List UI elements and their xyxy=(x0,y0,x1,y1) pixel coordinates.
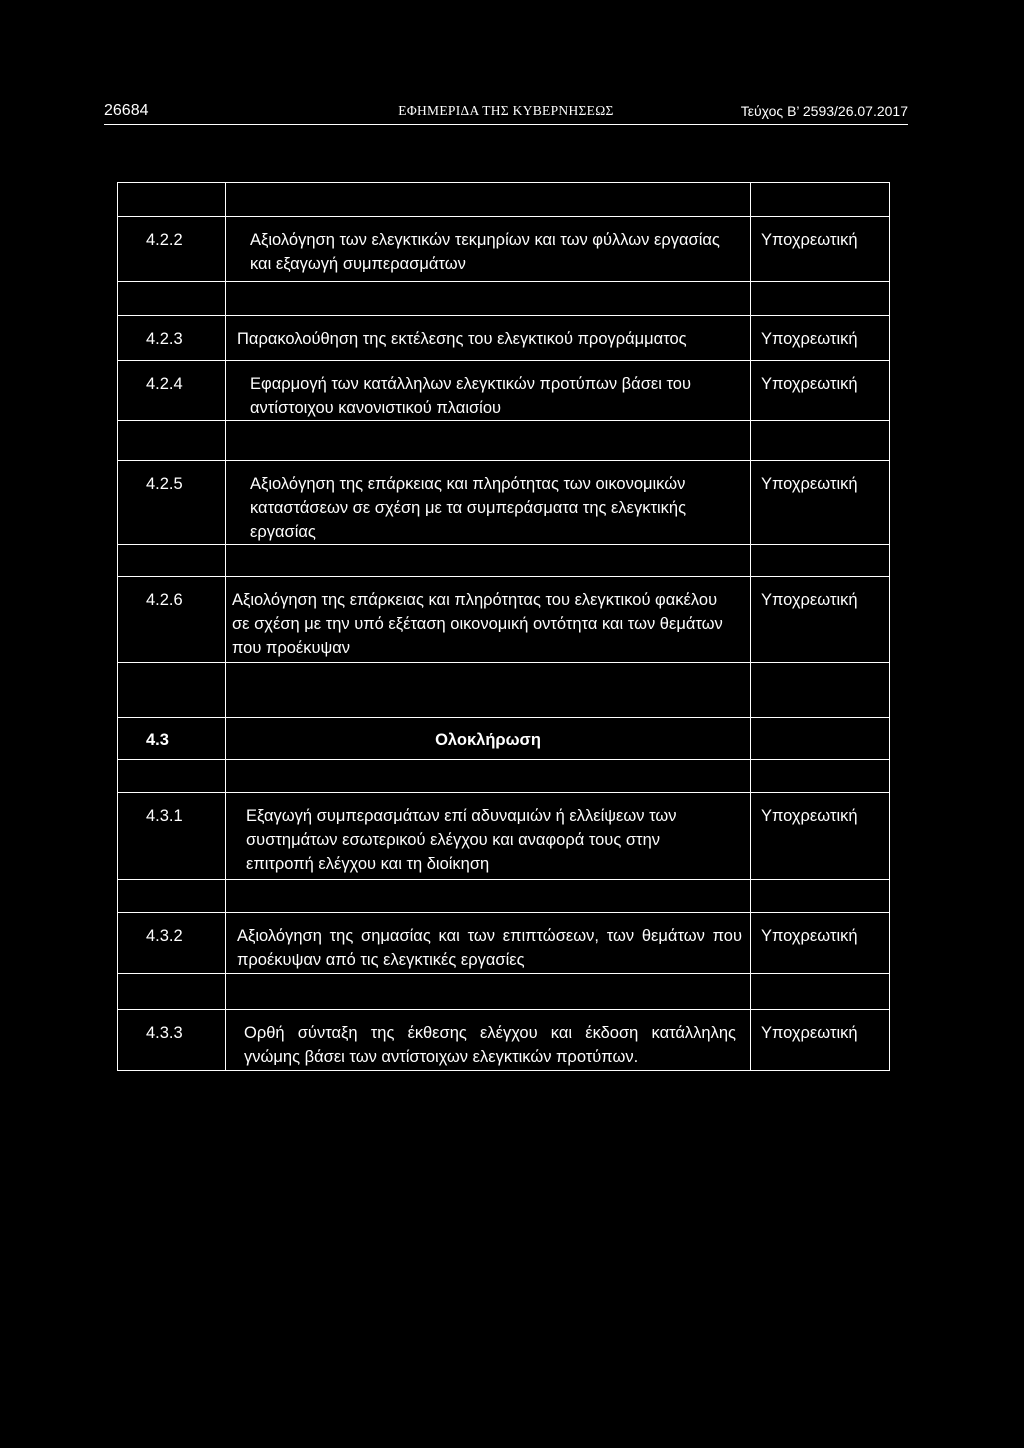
cell-text: Εφαρμογή των κατάλληλων ελεγκτικών προτύπων βάσει του αντίστοιχου κανονιστικού πλαισίου xyxy=(226,361,751,421)
cell-code xyxy=(118,282,226,316)
cell-requirement: Υποχρεωτική xyxy=(751,217,890,282)
cell-requirement: Υποχρεωτική xyxy=(751,461,890,545)
gazette-title: ΕΦΗΜΕΡΙΔΑ ΤΗΣ ΚΥΒΕΡΝΗΣΕΩΣ xyxy=(398,103,614,118)
table-row xyxy=(118,361,890,421)
table-row xyxy=(118,316,890,361)
cell-code xyxy=(118,760,226,793)
cell-code xyxy=(118,183,226,217)
cell-code: 4.2.2 xyxy=(118,217,226,282)
cell-text: Αξιολόγηση της επάρκειας και πληρότητας των οικονομικών καταστάσεων σε σχέση με τα συμπεράσματα της ελεγκτικής εργασίας xyxy=(226,461,751,545)
cell-requirement: Υποχρεωτική xyxy=(751,361,890,421)
section-heading-row xyxy=(118,718,890,760)
cell-code xyxy=(118,663,226,718)
table-row xyxy=(118,913,890,974)
cell-requirement: Υποχρεωτική xyxy=(751,793,890,880)
cell-requirement xyxy=(751,663,890,718)
table-row xyxy=(118,217,890,282)
cell-code: 4.3.3 xyxy=(118,1010,226,1071)
cell-text xyxy=(226,282,751,316)
cell-text: Αξιολόγηση των ελεγκτικών τεκμηρίων και των φύλλων εργασίας και εξαγωγή συμπερασμάτων xyxy=(226,217,751,282)
cell-text xyxy=(226,545,751,577)
cell-requirement xyxy=(751,974,890,1010)
section-title: Ολοκλήρωση xyxy=(226,718,751,760)
spacer-row xyxy=(118,880,890,913)
cell-text xyxy=(226,421,751,461)
page-header xyxy=(104,102,908,125)
requirements-table xyxy=(117,182,890,1071)
cell-code xyxy=(118,421,226,461)
cell-code: 4.3 xyxy=(118,718,226,760)
cell-code: 4.2.5 xyxy=(118,461,226,545)
cell-text xyxy=(226,183,751,217)
cell-text xyxy=(226,880,751,913)
cell-requirement xyxy=(751,183,890,217)
table-row xyxy=(118,793,890,880)
cell-requirement: Υποχρεωτική xyxy=(751,1010,890,1071)
cell-code: 4.2.4 xyxy=(118,361,226,421)
table-row xyxy=(118,577,890,663)
cell-text: Αξιολόγηση της σημασίας και των επιπτώσεων, των θεμάτων που προέκυψαν από τις ελεγκτικές εργασίες xyxy=(226,913,751,974)
table-row xyxy=(118,461,890,545)
cell-requirement xyxy=(751,718,890,760)
cell-requirement: Υποχρεωτική xyxy=(751,913,890,974)
cell-code: 4.3.2 xyxy=(118,913,226,974)
cell-requirement: Υποχρεωτική xyxy=(751,316,890,361)
issue-info: Τεύχος Β’ 2593/26.07.2017 xyxy=(740,103,908,119)
cell-code: 4.2.6 xyxy=(118,577,226,663)
cell-text: Εξαγωγή συμπερασμάτων επί αδυναμιών ή ελλείψεων των συστημάτων εσωτερικού ελέγχου και αναφορά τους στην επιτροπή ελέγχου και τη διοίκηση xyxy=(226,793,751,880)
spacer-row xyxy=(118,282,890,316)
spacer-row xyxy=(118,183,890,217)
cell-code xyxy=(118,880,226,913)
page-number: 26684 xyxy=(104,102,149,119)
cell-requirement xyxy=(751,545,890,577)
cell-code xyxy=(118,974,226,1010)
cell-text xyxy=(226,760,751,793)
cell-text: Παρακολούθηση της εκτέλεσης του ελεγκτικού προγράμματος xyxy=(226,316,751,361)
cell-requirement xyxy=(751,880,890,913)
cell-code: 4.2.3 xyxy=(118,316,226,361)
spacer-row xyxy=(118,974,890,1010)
cell-text: Αξιολόγηση της επάρκειας και πληρότητας του ελεγκτικού φακέλου σε σχέση με την υπό εξέταση οικονομική οντότητα και των θεμάτων που προέκυψαν xyxy=(226,577,751,663)
cell-text xyxy=(226,663,751,718)
table-row xyxy=(118,1010,890,1071)
spacer-row xyxy=(118,760,890,793)
spacer-row xyxy=(118,545,890,577)
cell-code xyxy=(118,545,226,577)
cell-requirement xyxy=(751,421,890,461)
cell-requirement xyxy=(751,282,890,316)
cell-requirement: Υποχρεωτική xyxy=(751,577,890,663)
spacer-row xyxy=(118,421,890,461)
cell-text xyxy=(226,974,751,1010)
spacer-row xyxy=(118,663,890,718)
cell-text: Ορθή σύνταξη της έκθεσης ελέγχου και έκδοση κατάλληλης γνώμης βάσει των αντίστοιχων ελεγκτικών προτύπων. xyxy=(226,1010,751,1071)
cell-code: 4.3.1 xyxy=(118,793,226,880)
cell-requirement xyxy=(751,760,890,793)
